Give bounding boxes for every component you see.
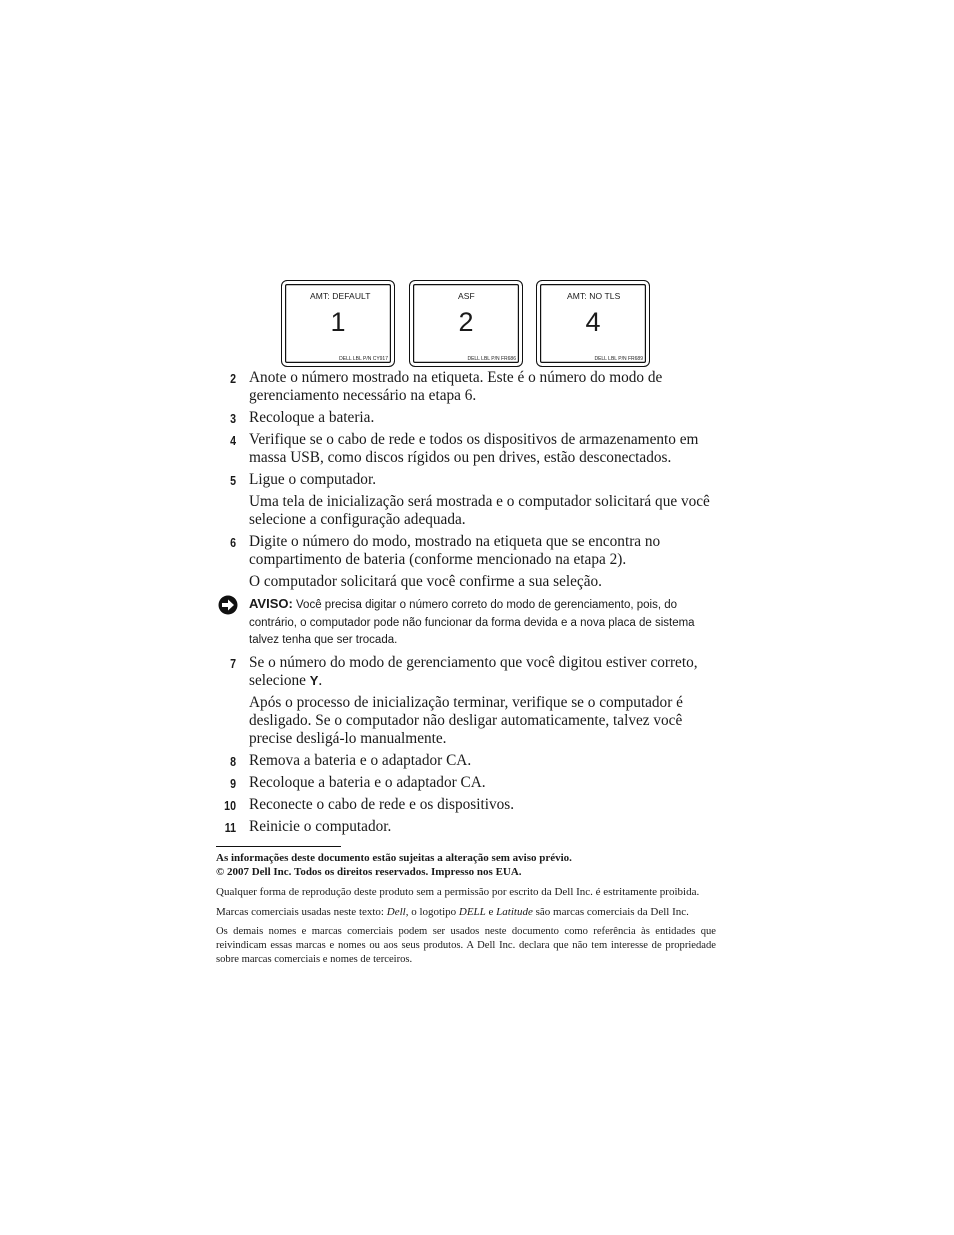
notice-text: Você precisa digitar o número correto do modo de gerenciamento, pois, do contrário, o computador pode não funcionar da forma devida e a nova placa de sistema talvez tenha que ser trocada. (249, 599, 695, 646)
step-number: 9 (230, 776, 236, 791)
step-number: 11 (224, 820, 236, 835)
mode-label-1 (281, 280, 395, 367)
label-number: 4 (585, 307, 601, 337)
step-number: 10 (224, 798, 236, 813)
step-text: Remova a bateria e o adaptador CA. (249, 751, 472, 769)
step-text: Verifique se o cabo de rede e todos os dispositivos de armazenamento em massa USB, como discos rígidos ou pen drives, estão desconectados. (249, 431, 699, 466)
label-part-number: DELL LBL P/N CY917 (339, 356, 388, 362)
legal-footer (216, 851, 716, 973)
step-number: 5 (230, 474, 236, 488)
step-text: Digite o número do modo, mostrado na etiqueta que se encontra no compartimento de bateria (conforme mencionado na etapa 2). (249, 533, 661, 568)
step-4 (216, 431, 716, 467)
step-7 (216, 654, 716, 748)
procedure-steps (216, 369, 716, 840)
label-header: AMT: NO TLS (567, 291, 621, 301)
step-6 (216, 533, 716, 591)
step-8 (216, 752, 716, 770)
step-text: Reconecte o cabo de rede e os dispositivos. (249, 795, 515, 813)
step-11 (216, 818, 716, 836)
step-text: Ligue o computador. (249, 471, 377, 488)
other-trademarks: Os demais nomes e marcas comerciais podem ser usados neste documento como referência às entidades que reivindicam essas marcas e nomes ou aos seus produtos. A Dell Inc. declara que não tem interesse de propriedade sobre marcas comerciais e nomes de terceiros. (216, 926, 716, 965)
label-part-number: DELL LBL P/N FR689 (594, 356, 643, 362)
step-number: 2 (230, 372, 236, 386)
step-5 (216, 471, 716, 529)
step-text: Anote o número mostrado na etiqueta. Este é o número do modo de gerenciamento necessário na etapa 6. (249, 369, 663, 404)
step-text: Se o número do modo de gerenciamento que você digitou estiver correto, selecione Y. (249, 653, 698, 689)
step-10 (216, 796, 716, 814)
step-number: 8 (230, 754, 236, 769)
notice-keyword: AVISO: (249, 596, 293, 611)
label-header: ASF (458, 291, 475, 301)
step-subtext: O computador solicitará que você confirme a sua seleção. (249, 573, 602, 590)
notice-box (216, 595, 716, 650)
label-header: AMT: DEFAULT (310, 291, 371, 301)
step-text: Reinicie o computador. (249, 817, 392, 835)
step-9 (216, 774, 716, 792)
step-number: 6 (230, 536, 236, 550)
key-y: Y (309, 672, 319, 688)
label-number: 2 (458, 307, 474, 337)
trademarks: Marcas comerciais usadas neste texto: Dell, o logotipo DELL e Latitude são marcas comerciais da Dell Inc. (216, 906, 689, 918)
step-number: 4 (230, 434, 236, 448)
label-number: 1 (330, 307, 346, 337)
copyright: © 2007 Dell Inc. Todos os direitos reservados. Impresso nos EUA. (216, 866, 522, 878)
notice-arrow-icon (218, 595, 238, 615)
change-notice: As informações deste documento estão sujeitas a alteração sem aviso prévio. (216, 852, 572, 864)
step-text: Recoloque a bateria e o adaptador CA. (249, 773, 486, 791)
step-number: 3 (230, 412, 236, 426)
step-2 (216, 369, 716, 405)
step-3 (216, 409, 716, 427)
mode-label-4 (536, 280, 650, 367)
step-subtext: Uma tela de inicialização será mostrada e o computador solicitará que você selecione a configuração adequada. (249, 493, 710, 528)
footnote-rule (216, 846, 341, 847)
step-text: Recoloque a bateria. (249, 409, 375, 426)
reproduction-notice: Qualquer forma de reprodução deste produto sem a permissão por escrito da Dell Inc. é estritamente proibida. (216, 886, 700, 898)
mode-label-2 (409, 280, 523, 367)
label-part-number: DELL LBL P/N FR686 (467, 356, 516, 362)
mode-labels-figure (281, 280, 653, 367)
step-number: 7 (230, 656, 236, 671)
step-subtext: Após o processo de inicialização terminar, verifique se o computador é desligado. Se o computador não desligar automaticamente, talvez você precise desligá-lo manualmente. (249, 693, 683, 747)
